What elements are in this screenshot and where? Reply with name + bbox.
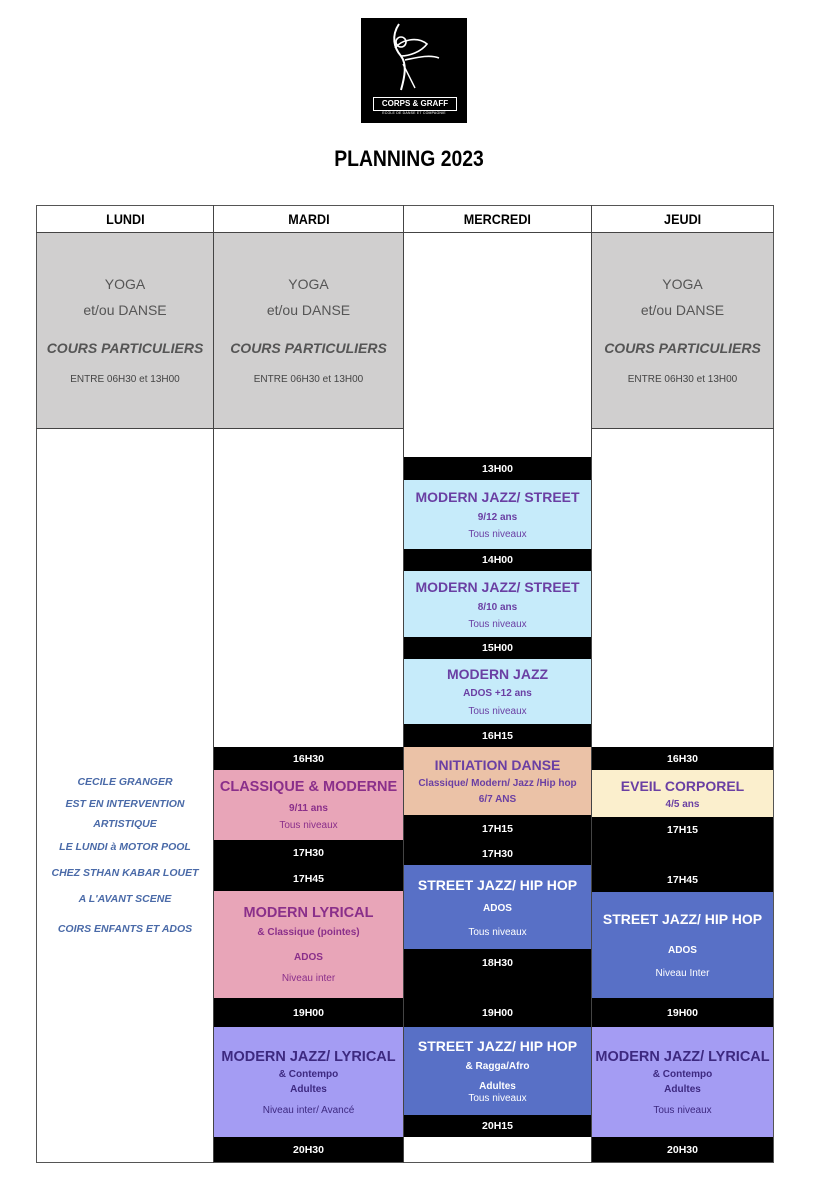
- dancer-icon: [361, 18, 467, 98]
- time-slot: 16H30: [592, 747, 773, 770]
- time-slot: 17H15 17H45: [592, 817, 773, 892]
- day-header-jeudi: JEUDI: [663, 211, 702, 227]
- time-slot: 19H00: [592, 998, 773, 1027]
- row-divider: [591, 428, 774, 429]
- row-divider: [213, 428, 404, 429]
- time-slot: 17H30: [404, 842, 591, 865]
- day-header-mercredi: MERCREDI: [463, 211, 532, 227]
- time-slot: 16H30: [214, 747, 403, 770]
- time-slot: 20H30: [592, 1137, 773, 1162]
- day-header-mardi: MARDI: [287, 211, 330, 227]
- time-slot: 17H15: [404, 815, 591, 842]
- lundi-note: CECILE GRANGER EST EN INTERVENTION ARTISTIQUE LE LUNDI à MOTOR POOL CHEZ STHAN KABAR LOUET A L'AVANT SCENE COIRS ENFANTS ET ADOS: [51, 776, 199, 935]
- time-slot: 20H30: [214, 1137, 403, 1162]
- row-divider: [36, 428, 214, 429]
- time-slot: 20H15: [404, 1115, 591, 1137]
- class-modern-jazz-street-8-10: MODERN JAZZ/ STREET 8/10 ans Tous niveaux: [404, 571, 591, 637]
- class-eveil-corporel: EVEIL CORPOREL 4/5 ans: [592, 770, 773, 817]
- private-lessons-jeudi: YOGA et/ou DANSE COURS PARTICULIERS ENTRE 06H30 et 13H00: [592, 233, 773, 428]
- class-modern-jazz-lyrical: MODERN JAZZ/ LYRICAL & Contempo Adultes Niveau inter/ Avancé: [214, 1027, 403, 1137]
- class-street-jazz-hip-hop-ados: STREET JAZZ/ HIP HOP ADOS Tous niveaux: [404, 865, 591, 949]
- time-slot: 17H45: [214, 866, 403, 891]
- private-lessons-lundi: YOGA et/ou DANSE COURS PARTICULIERS ENTRE 06H30 et 13H00: [37, 233, 213, 428]
- logo-brand: CORPS & GRAFF: [373, 97, 457, 111]
- private-lessons-mardi: YOGA et/ou DANSE COURS PARTICULIERS ENTRE 06H30 et 13H00: [214, 233, 403, 428]
- time-slot: 17H30: [214, 840, 403, 866]
- time-slot: 14H00: [404, 549, 591, 571]
- class-modern-jazz-street-9-12: MODERN JAZZ/ STREET 9/12 ans Tous niveaux: [404, 480, 591, 549]
- class-classique-moderne: CLASSIQUE & MODERNE 9/11 ans Tous niveaux: [214, 770, 403, 840]
- logo-tagline: ECOLE DE DANSE ET COMPAGNIE: [382, 111, 446, 115]
- class-initiation-danse: INITIATION DANSE Classique/ Modern/ Jazz /Hip hop 6/7 ANS: [404, 747, 591, 815]
- class-modern-jazz-lyrical-jeudi: MODERN JAZZ/ LYRICAL & Contempo Adultes Tous niveaux: [592, 1027, 773, 1137]
- class-street-jazz-hip-hop-adultes: STREET JAZZ/ HIP HOP & Ragga/Afro Adultes Tous niveaux: [404, 1027, 591, 1115]
- time-slot: 18H30 19H00: [404, 949, 591, 1027]
- class-modern-jazz-ados: MODERN JAZZ ADOS +12 ans Tous niveaux: [404, 659, 591, 724]
- time-slot: 15H00: [404, 637, 591, 659]
- class-modern-lyrical: MODERN LYRICAL & Classique (pointes) ADOS Niveau inter: [214, 891, 403, 998]
- time-slot: 19H00: [214, 998, 403, 1027]
- time-slot: 16H15: [404, 724, 591, 747]
- class-street-jazz-hip-hop-jeudi: STREET JAZZ/ HIP HOP ADOS Niveau Inter: [592, 892, 773, 998]
- page-title: PLANNING 2023: [334, 146, 484, 171]
- day-header-lundi: LUNDI: [105, 211, 145, 227]
- school-logo: [361, 18, 467, 123]
- time-slot: 13H00: [404, 457, 591, 480]
